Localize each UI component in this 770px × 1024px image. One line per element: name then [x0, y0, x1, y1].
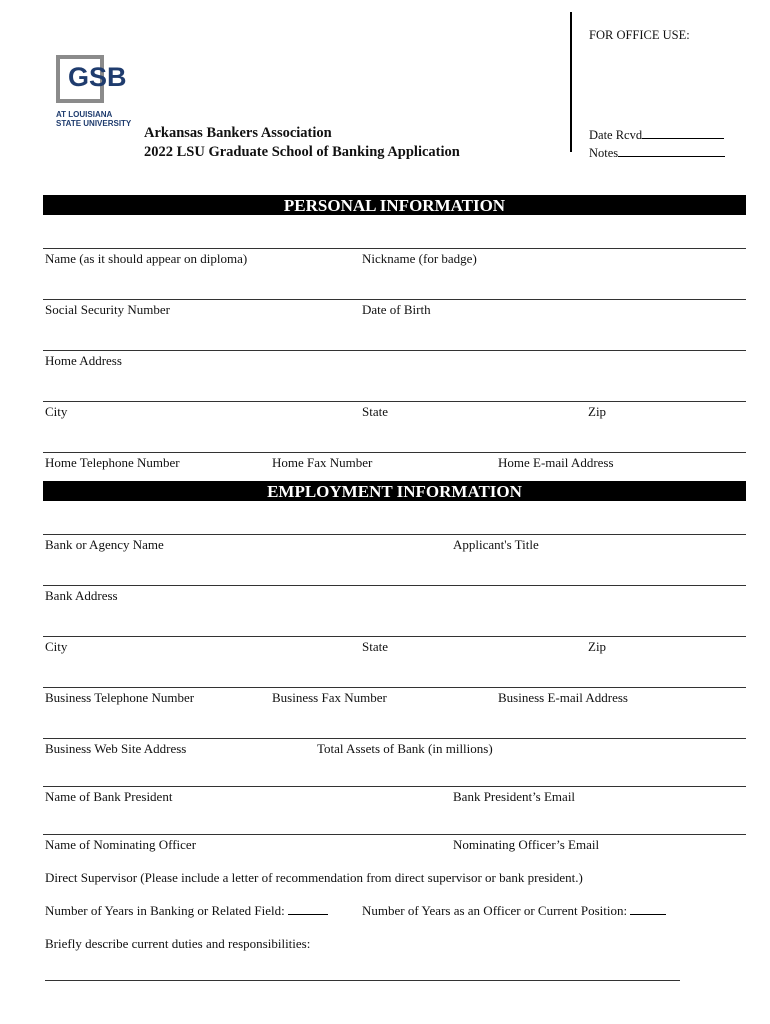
field-line[interactable] — [43, 636, 746, 637]
bank-name-label: Bank or Agency Name — [45, 537, 164, 552]
home-email-label: Home E-mail Address — [498, 455, 614, 470]
field-line[interactable] — [43, 834, 746, 835]
field-line[interactable] — [43, 452, 746, 453]
duties-line[interactable] — [45, 980, 680, 981]
notes-field[interactable] — [618, 145, 725, 157]
nickname-label: Nickname (for badge) — [362, 251, 477, 266]
home-fax-label: Home Fax Number — [272, 455, 373, 470]
section-heading-personal: PERSONAL INFORMATION — [43, 195, 746, 215]
logo-subtitle: AT LOUISIANA STATE UNIVERSITY — [56, 110, 132, 128]
direct-supervisor-label: Direct Supervisor (Please include a letter of recommendation from direct supervisor or bank president.) — [45, 870, 583, 885]
form-header — [144, 124, 460, 162]
bank-address-label: Bank Address — [45, 588, 118, 603]
field-line[interactable] — [43, 585, 746, 586]
city-label: City — [45, 404, 68, 419]
office-use-label: FOR OFFICE USE: — [589, 28, 690, 42]
field-line[interactable] — [43, 738, 746, 739]
field-line[interactable] — [43, 687, 746, 688]
business-fax-label: Business Fax Number — [272, 690, 387, 705]
field-line[interactable] — [43, 299, 746, 300]
form-title: 2022 LSU Graduate School of Banking Application — [144, 144, 460, 160]
president-label: Name of Bank President — [45, 789, 173, 804]
bank-zip-label: Zip — [588, 639, 607, 654]
years-banking-field[interactable] — [288, 903, 328, 915]
logo: GSB — [68, 62, 127, 92]
field-line[interactable] — [43, 786, 746, 787]
divider-vertical — [570, 12, 572, 152]
home-address-label: Home Address — [45, 353, 122, 368]
years-officer-label: Number of Years as an Officer or Current Position: — [362, 903, 666, 919]
duties-label: Briefly describe current duties and responsibilities: — [45, 936, 311, 951]
organization-name: Arkansas Bankers Association — [144, 125, 332, 141]
field-line[interactable] — [43, 534, 746, 535]
home-phone-label: Home Telephone Number — [45, 455, 180, 470]
date-received-field[interactable] — [642, 127, 724, 139]
total-assets-label: Total Assets of Bank (in millions) — [317, 741, 493, 756]
website-label: Business Web Site Address — [45, 741, 187, 756]
notes-label: Notes — [589, 146, 619, 160]
years-officer-field[interactable] — [630, 903, 666, 915]
field-line[interactable] — [43, 401, 746, 402]
bank-city-label: City — [45, 639, 68, 654]
nominating-officer-label: Name of Nominating Officer — [45, 837, 197, 852]
bank-state-label: State — [362, 639, 388, 654]
office-use-fields — [589, 126, 725, 162]
business-phone-label: Business Telephone Number — [45, 690, 195, 705]
dob-label: Date of Birth — [362, 302, 431, 317]
applicant-title-label: Applicant's Title — [453, 537, 539, 552]
section-heading-employment: EMPLOYMENT INFORMATION — [43, 481, 746, 501]
nominating-email-label: Nominating Officer’s Email — [453, 837, 600, 852]
years-banking-label: Number of Years in Banking or Related Field: — [45, 903, 328, 919]
field-line[interactable] — [43, 350, 746, 351]
ssn-label: Social Security Number — [45, 302, 170, 317]
business-email-label: Business E-mail Address — [498, 690, 628, 705]
president-email-label: Bank President’s Email — [453, 789, 576, 804]
field-line[interactable] — [43, 248, 746, 249]
zip-label: Zip — [588, 404, 607, 419]
date-received-label: Date Rcvd — [589, 128, 643, 142]
name-label: Name (as it should appear on diploma) — [45, 251, 248, 266]
state-label: State — [362, 404, 388, 419]
